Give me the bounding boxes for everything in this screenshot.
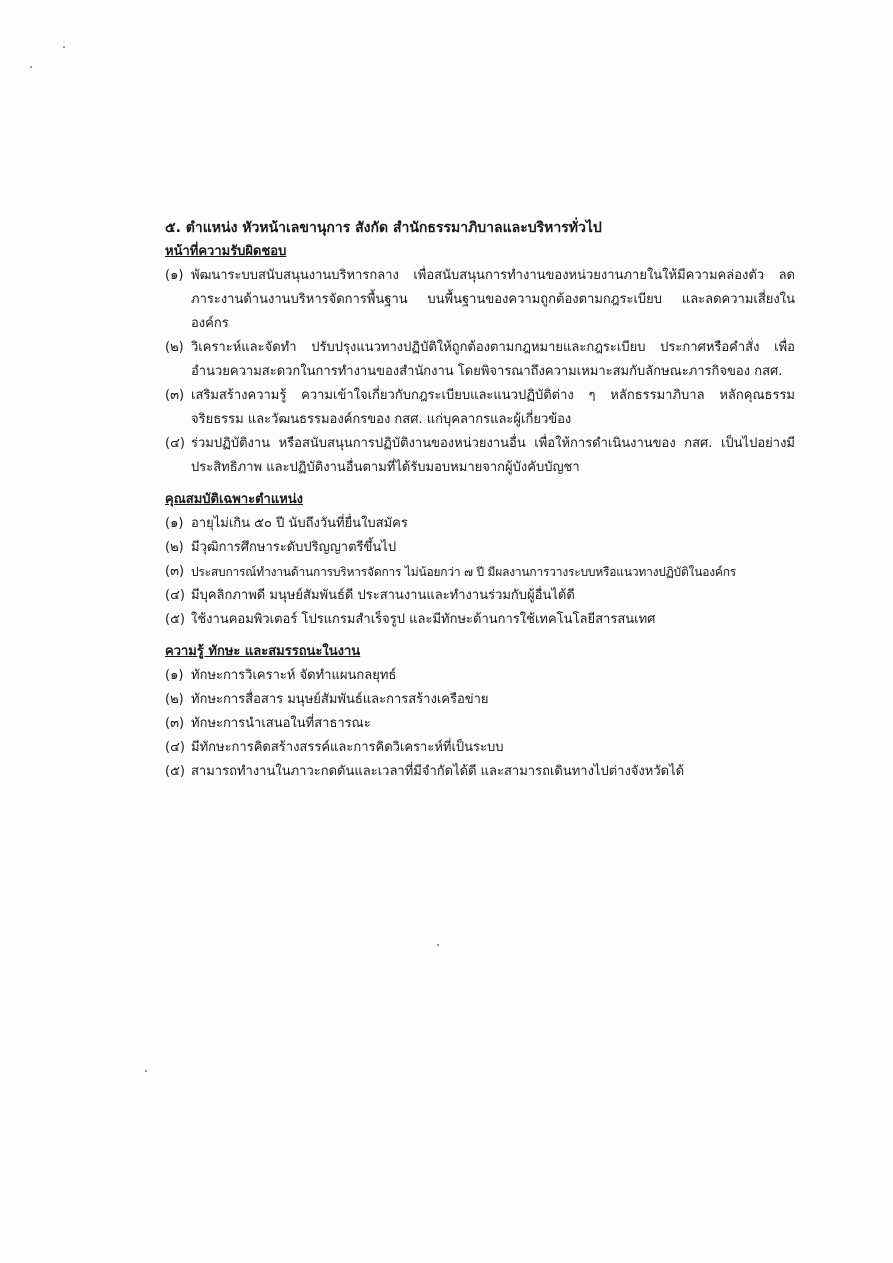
item-text: มีทักษะการคิดสร้างสรรค์และการคิดวิเคราะห์ที่เป็นระบบ [191,740,504,755]
item-text: ร่วมปฏิบัติงาน หรือสนับสนุนการปฏิบัติงานของหน่วยงานอื่น เพื่อให้การดำเนินงานของ กสศ. เป็นไปอย่างมีประสิทธิภาพ และปฏิบัติงานอื่นตามที่ได้รับมอบหมายจากผู้บังคับบัญชา [191,436,795,475]
item-number: (๔) [165,436,185,451]
item-text: สามารถทำงานในภาวะกดดันและเวลาที่มีจำกัดได้ดี และสามารถเดินทางไปต่างจังหวัดได้ [191,764,685,779]
item-number: (๑) [165,516,184,531]
position-heading: ๕. ตำแหน่ง หัวหน้าเลขานุการ สังกัด สำนักธรรมาภิบาลและบริหารทั่วไป [165,220,602,236]
item-text: เสริมสร้างความรู้ ความเข้าใจเกี่ยวกับกฎระเบียบและแนวปฏิบัติต่าง ๆ หลักธรรมาภิบาล หลักคุณธรรม จริยธรรม และวัฒนธรรมองค์กรของ กสศ. แก่บุคลากรและผู้เกี่ยวข้อง [191,388,795,427]
list-item [165,584,795,608]
scan-speck [437,944,439,946]
item-text: มีวุฒิการศึกษาระดับปริญญาตรีขึ้นไป [191,540,397,555]
list-item [165,336,795,384]
item-number: (๓) [165,716,185,731]
scan-speck [145,1070,147,1072]
scan-speck [30,66,32,68]
scan-speck [63,46,65,48]
item-number: (๔) [165,740,185,755]
list-item [165,712,795,736]
item-text: อายุไม่เกิน ๕๐ ปี นับถึงวันที่ยื่นใบสมัคร [191,516,408,531]
item-text: ใช้งานคอมพิวเตอร์ โปรแกรมสำเร็จรูป และมีทักษะด้านการใช้เทคโนโลยีสารสนเทศ [191,612,656,627]
skills-list [165,664,795,784]
item-text: มีบุคลิกภาพดี มนุษย์สัมพันธ์ดี ประสานงานและทำงานร่วมกับผู้อื่นได้ดี [191,588,575,603]
responsibilities-list [165,264,795,480]
item-text: ทักษะการนำเสนอในที่สาธารณะ [191,716,371,731]
item-text: วิเคราะห์และจัดทำ ปรับปรุงแนวทางปฏิบัติให้ถูกต้องตามกฎหมายและกฎระเบียบ ประกาศหรือคำสั่ง เพื่ออำนวยความสะดวกในการทำงานของสำนักงาน โดยพิจารณาถึงความเหมาะสมกับลักษณะภารกิจของ กสศ. [191,340,795,379]
item-number: (๓) [165,564,185,579]
skills-title: ความรู้ ทักษะ และสมรรถนะในงาน [165,644,361,659]
list-item [165,664,795,688]
item-text: ประสบการณ์ทำงานด้านการบริหารจัดการ ไม่น้อยกว่า ๗ ปี มีผลงานการวางระบบหรือแนวทางปฏิบัติในองค์กร [191,565,737,579]
item-number: (๕) [165,764,185,779]
responsibilities-title: หน้าที่ความรับผิดชอบ [165,244,287,259]
list-item [165,536,795,560]
list-item [165,760,795,784]
item-number: (๒) [165,540,184,555]
list-item [165,608,795,632]
item-number: (๓) [165,388,185,403]
list-item [165,512,795,536]
item-number: (๒) [165,692,184,707]
item-number: (๔) [165,588,185,603]
qualifications-title: คุณสมบัติเฉพาะตำแหน่ง [165,492,304,507]
list-item [165,264,795,336]
item-number: (๑) [165,668,184,683]
item-number: (๒) [165,340,184,355]
list-item [165,560,795,584]
item-number: (๕) [165,612,185,627]
document-body [165,216,795,784]
item-text: พัฒนาระบบสนับสนุนงานบริหารกลาง เพื่อสนับสนุนการทำงานของหน่วยงานภายในให้มีความคล่องตัว ลดภาระงานด้านงานบริหารจัดการพื้นฐาน บนพื้นฐานของความถูกต้องตามกฎระเบียบ และลดความเสี่ยงในองค์กร [191,268,795,331]
list-item [165,432,795,480]
item-text: ทักษะการวิเคราะห์ จัดทำแผนกลยุทธ์ [191,668,397,683]
list-item [165,384,795,432]
list-item [165,736,795,760]
qualifications-list [165,512,795,632]
list-item [165,688,795,712]
item-number: (๑) [165,268,184,283]
item-text: ทักษะการสื่อสาร มนุษย์สัมพันธ์และการสร้างเครือข่าย [191,692,489,707]
